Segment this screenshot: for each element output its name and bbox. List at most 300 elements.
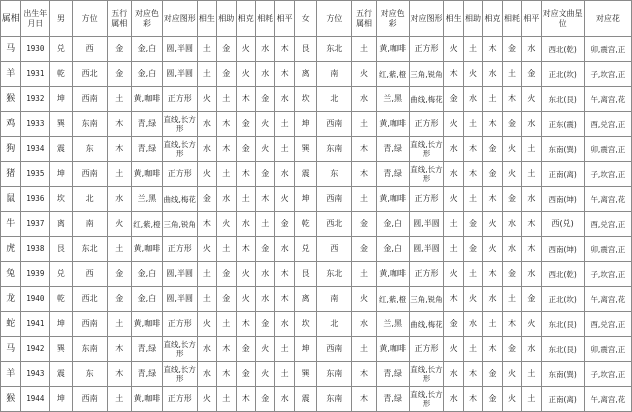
table-cell: 东北(艮) bbox=[541, 312, 584, 337]
table-cell: 黄,咖啡 bbox=[376, 262, 409, 287]
table-cell: 正方形 bbox=[162, 387, 197, 412]
table-cell: 土 bbox=[522, 387, 541, 412]
table-cell: 正方形 bbox=[162, 162, 197, 187]
table-cell: 坤 bbox=[294, 187, 317, 212]
table-cell: 兰,黑 bbox=[376, 312, 409, 337]
table-cell: 水 bbox=[197, 137, 216, 162]
table-cell: 金 bbox=[255, 312, 274, 337]
table-cell: 圆,半圆 bbox=[409, 237, 444, 262]
table-cell: 土 bbox=[107, 87, 132, 112]
table-cell: 正北(坎) bbox=[541, 287, 584, 312]
column-header: 相助 bbox=[463, 1, 482, 37]
table-cell: 西南 bbox=[72, 87, 107, 112]
table-cell: 西南(坤) bbox=[541, 187, 584, 212]
year-cell: 1931 bbox=[21, 62, 50, 87]
table-cell: 酉,兑宫,正 bbox=[584, 212, 631, 237]
table-cell: 卯,震宫,正 bbox=[584, 337, 631, 362]
year-cell: 1935 bbox=[21, 162, 50, 187]
table-cell: 火 bbox=[255, 337, 274, 362]
table-cell: 水 bbox=[255, 62, 274, 87]
table-cell: 金 bbox=[463, 212, 482, 237]
table-cell: 金 bbox=[255, 387, 274, 412]
zodiac-cell: 鸡 bbox=[1, 112, 21, 137]
table-cell: 坤 bbox=[50, 312, 73, 337]
table-cell: 土 bbox=[217, 237, 236, 262]
table-cell: 火 bbox=[107, 212, 132, 237]
zodiac-cell: 牛 bbox=[1, 212, 21, 237]
table-cell: 坎 bbox=[50, 187, 73, 212]
table-cell: 东北(艮) bbox=[541, 337, 584, 362]
table-cell: 水 bbox=[352, 312, 377, 337]
table-cell: 土 bbox=[522, 362, 541, 387]
table-cell: 金,白 bbox=[132, 262, 163, 287]
table-cell: 木 bbox=[107, 137, 132, 162]
table-cell: 正南(离) bbox=[541, 162, 584, 187]
year-cell: 1930 bbox=[21, 37, 50, 62]
table-cell: 震 bbox=[50, 362, 73, 387]
table-cell: 西北 bbox=[72, 287, 107, 312]
table-cell: 火 bbox=[463, 287, 482, 312]
table-cell: 土 bbox=[463, 262, 482, 287]
table-cell: 木 bbox=[352, 362, 377, 387]
table-cell: 土 bbox=[522, 137, 541, 162]
table-cell: 东北 bbox=[72, 237, 107, 262]
table-cell: 金,白 bbox=[376, 237, 409, 262]
table-cell: 土 bbox=[217, 312, 236, 337]
table-cell: 青,绿 bbox=[132, 337, 163, 362]
table-cell: 土 bbox=[463, 37, 482, 62]
table-cell: 土 bbox=[197, 62, 216, 87]
table-cell: 曲线,梅花 bbox=[409, 87, 444, 112]
table-cell: 直线,长方形 bbox=[409, 387, 444, 412]
table-cell: 东南 bbox=[72, 337, 107, 362]
table-cell: 圆,半圆 bbox=[162, 287, 197, 312]
table-cell: 金 bbox=[217, 37, 236, 62]
table-cell: 土 bbox=[502, 62, 521, 87]
table-cell: 土 bbox=[463, 337, 482, 362]
year-cell: 1936 bbox=[21, 187, 50, 212]
table-cell: 坤 bbox=[50, 387, 73, 412]
column-header: 相耗 bbox=[502, 1, 521, 37]
table-cell: 水 bbox=[107, 187, 132, 212]
column-header: 对应文曲星位 bbox=[541, 1, 584, 37]
table-cell: 青,绿 bbox=[376, 362, 409, 387]
table-cell: 木 bbox=[352, 387, 377, 412]
table-cell: 金 bbox=[444, 87, 463, 112]
table-cell: 正东(震) bbox=[541, 112, 584, 137]
table-cell: 水 bbox=[352, 87, 377, 112]
table-cell: 直线,长方形 bbox=[162, 337, 197, 362]
table-cell: 直线,长方形 bbox=[162, 362, 197, 387]
table-cell: 木 bbox=[463, 137, 482, 162]
table-cell: 东南 bbox=[317, 362, 352, 387]
table-cell: 火 bbox=[522, 87, 541, 112]
table-cell: 三角,锐角 bbox=[409, 287, 444, 312]
table-cell: 坎 bbox=[294, 312, 317, 337]
table-cell: 火 bbox=[352, 62, 377, 87]
table-cell: 子,坎宫,正 bbox=[584, 162, 631, 187]
table-cell: 东北 bbox=[317, 37, 352, 62]
column-header: 方位 bbox=[72, 1, 107, 37]
table-cell: 金 bbox=[107, 262, 132, 287]
table-cell: 水 bbox=[275, 312, 294, 337]
zodiac-cell: 虎 bbox=[1, 237, 21, 262]
table-row bbox=[1, 187, 632, 212]
column-header: 五行属相 bbox=[352, 1, 377, 37]
table-cell: 土 bbox=[217, 387, 236, 412]
table-cell: 金 bbox=[217, 62, 236, 87]
table-cell: 东 bbox=[72, 137, 107, 162]
table-cell: 土 bbox=[217, 162, 236, 187]
table-cell: 火 bbox=[502, 362, 521, 387]
table-cell: 兰,黑 bbox=[132, 187, 163, 212]
table-cell: 金 bbox=[483, 162, 502, 187]
zodiac-cell: 马 bbox=[1, 37, 21, 62]
table-cell: 子,坎宫,正 bbox=[584, 62, 631, 87]
table-cell: 红,紫,橙 bbox=[376, 287, 409, 312]
year-cell: 1942 bbox=[21, 337, 50, 362]
table-cell: 火 bbox=[236, 37, 255, 62]
year-cell: 1932 bbox=[21, 87, 50, 112]
table-cell: 东南(巽) bbox=[541, 137, 584, 162]
table-cell: 水 bbox=[444, 387, 463, 412]
table-cell: 正方形 bbox=[409, 112, 444, 137]
table-cell: 水 bbox=[444, 137, 463, 162]
table-cell: 西 bbox=[317, 237, 352, 262]
column-header: 相平 bbox=[275, 1, 294, 37]
table-cell: 坤 bbox=[294, 112, 317, 137]
table-cell: 木 bbox=[236, 387, 255, 412]
column-header: 对应色彩 bbox=[132, 1, 163, 37]
table-cell: 土 bbox=[217, 87, 236, 112]
table-cell: 水 bbox=[275, 162, 294, 187]
column-header: 相克 bbox=[483, 1, 502, 37]
table-cell: 木 bbox=[483, 337, 502, 362]
table-cell: 金 bbox=[197, 187, 216, 212]
table-cell: 火 bbox=[275, 187, 294, 212]
table-cell: 巽 bbox=[294, 137, 317, 162]
table-cell: 火 bbox=[483, 212, 502, 237]
table-header-row bbox=[1, 1, 632, 37]
table-cell: 正方形 bbox=[162, 237, 197, 262]
table-cell: 金 bbox=[107, 287, 132, 312]
zodiac-cell: 蛇 bbox=[1, 312, 21, 337]
table-cell: 曲线,梅花 bbox=[162, 187, 197, 212]
table-cell: 土 bbox=[444, 237, 463, 262]
table-cell: 直线,长方形 bbox=[162, 112, 197, 137]
table-cell: 西南 bbox=[72, 162, 107, 187]
table-cell: 水 bbox=[197, 362, 216, 387]
zodiac-cell: 羊 bbox=[1, 62, 21, 87]
table-cell: 午,离宫,花 bbox=[584, 187, 631, 212]
column-header: 对应图形 bbox=[409, 1, 444, 37]
column-header: 相平 bbox=[522, 1, 541, 37]
table-cell: 东南(巽) bbox=[541, 362, 584, 387]
table-cell: 火 bbox=[444, 337, 463, 362]
table-cell: 圆,半圆 bbox=[409, 212, 444, 237]
table-cell: 水 bbox=[444, 362, 463, 387]
table-cell: 正方形 bbox=[409, 187, 444, 212]
table-row bbox=[1, 337, 632, 362]
table-cell: 西南(坤) bbox=[541, 237, 584, 262]
table-cell: 水 bbox=[522, 337, 541, 362]
table-cell: 水 bbox=[197, 112, 216, 137]
table-cell: 坤 bbox=[50, 87, 73, 112]
table-cell: 土 bbox=[483, 87, 502, 112]
table-cell: 圆,半圆 bbox=[162, 37, 197, 62]
column-header: 方位 bbox=[317, 1, 352, 37]
column-header: 五行属相 bbox=[107, 1, 132, 37]
table-cell: 火 bbox=[502, 387, 521, 412]
table-cell: 木 bbox=[236, 312, 255, 337]
table-cell: 西 bbox=[72, 262, 107, 287]
table-row bbox=[1, 112, 632, 137]
table-cell: 土 bbox=[275, 112, 294, 137]
column-header: 相耗 bbox=[255, 1, 274, 37]
table-cell: 子,坎宫,正 bbox=[584, 262, 631, 287]
table-cell: 水 bbox=[255, 287, 274, 312]
table-row bbox=[1, 62, 632, 87]
table-cell: 西南 bbox=[72, 387, 107, 412]
table-cell: 木 bbox=[197, 212, 216, 237]
table-cell: 金 bbox=[522, 287, 541, 312]
table-cell: 水 bbox=[502, 212, 521, 237]
table-cell: 金 bbox=[463, 237, 482, 262]
table-cell: 木 bbox=[352, 137, 377, 162]
table-cell: 火 bbox=[483, 237, 502, 262]
table-cell: 火 bbox=[255, 112, 274, 137]
table-cell: 午,离宫,花 bbox=[584, 87, 631, 112]
table-cell: 土 bbox=[255, 212, 274, 237]
table-cell: 金 bbox=[236, 337, 255, 362]
table-cell: 土 bbox=[107, 162, 132, 187]
table-cell: 土 bbox=[463, 187, 482, 212]
year-cell: 1944 bbox=[21, 387, 50, 412]
table-cell: 北 bbox=[72, 187, 107, 212]
table-cell: 巽 bbox=[50, 337, 73, 362]
table-cell: 直线,长方形 bbox=[409, 162, 444, 187]
table-cell: 土 bbox=[197, 262, 216, 287]
table-cell: 东 bbox=[317, 162, 352, 187]
table-cell: 水 bbox=[522, 112, 541, 137]
table-cell: 东南 bbox=[72, 112, 107, 137]
table-cell: 火 bbox=[502, 137, 521, 162]
zodiac-cell: 鼠 bbox=[1, 187, 21, 212]
table-cell: 木 bbox=[463, 387, 482, 412]
table-cell: 木 bbox=[275, 37, 294, 62]
table-cell: 木 bbox=[483, 37, 502, 62]
table-cell: 火 bbox=[236, 287, 255, 312]
table-cell: 金,白 bbox=[376, 212, 409, 237]
table-cell: 火 bbox=[255, 362, 274, 387]
table-cell: 水 bbox=[522, 37, 541, 62]
table-cell: 木 bbox=[107, 362, 132, 387]
year-cell: 1937 bbox=[21, 212, 50, 237]
zodiac-cell: 猴 bbox=[1, 87, 21, 112]
table-cell: 东北 bbox=[317, 262, 352, 287]
column-header: 女 bbox=[294, 1, 317, 37]
table-cell: 卯,震宫,正 bbox=[584, 237, 631, 262]
table-cell: 火 bbox=[197, 387, 216, 412]
table-cell: 木 bbox=[255, 187, 274, 212]
table-cell: 东南 bbox=[317, 387, 352, 412]
table-cell: 土 bbox=[352, 112, 377, 137]
table-cell: 土 bbox=[107, 387, 132, 412]
table-cell: 木 bbox=[483, 112, 502, 137]
table-cell: 土 bbox=[444, 212, 463, 237]
year-cell: 1939 bbox=[21, 262, 50, 287]
table-cell: 木 bbox=[275, 287, 294, 312]
table-cell: 火 bbox=[444, 112, 463, 137]
column-header: 出生年月日 bbox=[21, 1, 50, 37]
table-cell: 黄,咖啡 bbox=[376, 112, 409, 137]
table-cell: 正方形 bbox=[409, 37, 444, 62]
table-cell: 木 bbox=[236, 162, 255, 187]
column-header: 对应色彩 bbox=[376, 1, 409, 37]
table-cell: 土 bbox=[197, 37, 216, 62]
column-header: 相生 bbox=[444, 1, 463, 37]
table-cell: 艮 bbox=[294, 37, 317, 62]
column-header: 相克 bbox=[236, 1, 255, 37]
table-cell: 土 bbox=[107, 237, 132, 262]
table-cell: 水 bbox=[236, 212, 255, 237]
table-cell: 火 bbox=[352, 287, 377, 312]
table-cell: 土 bbox=[107, 312, 132, 337]
table-cell: 曲线,梅花 bbox=[409, 312, 444, 337]
table-cell: 三角,锐角 bbox=[162, 212, 197, 237]
table-cell: 火 bbox=[444, 187, 463, 212]
zodiac-cell: 龙 bbox=[1, 287, 21, 312]
table-cell: 卯,震宫,正 bbox=[584, 137, 631, 162]
table-row bbox=[1, 212, 632, 237]
table-cell: 直线,长方形 bbox=[162, 137, 197, 162]
table-cell: 火 bbox=[236, 62, 255, 87]
table-cell: 卯,震宫,正 bbox=[584, 37, 631, 62]
table-cell: 水 bbox=[483, 287, 502, 312]
table-cell: 北 bbox=[317, 87, 352, 112]
table-cell: 土 bbox=[236, 187, 255, 212]
table-cell: 离 bbox=[294, 62, 317, 87]
table-cell: 水 bbox=[255, 262, 274, 287]
table-cell: 金 bbox=[217, 262, 236, 287]
table-cell: 西(兑) bbox=[541, 212, 584, 237]
zodiac-cell: 狗 bbox=[1, 137, 21, 162]
table-cell: 木 bbox=[236, 87, 255, 112]
year-cell: 1933 bbox=[21, 112, 50, 137]
table-cell: 木 bbox=[444, 62, 463, 87]
table-cell: 子,坎宫,正 bbox=[584, 362, 631, 387]
table-cell: 金 bbox=[255, 162, 274, 187]
table-cell: 土 bbox=[352, 337, 377, 362]
table-cell: 木 bbox=[483, 262, 502, 287]
table-cell: 正方形 bbox=[409, 262, 444, 287]
table-cell: 金,白 bbox=[132, 287, 163, 312]
table-cell: 水 bbox=[275, 237, 294, 262]
table-cell: 金 bbox=[483, 137, 502, 162]
table-cell: 水 bbox=[255, 37, 274, 62]
table-cell: 水 bbox=[522, 262, 541, 287]
zodiac-cell: 兔 bbox=[1, 262, 21, 287]
table-cell: 土 bbox=[522, 162, 541, 187]
table-cell: 艮 bbox=[294, 262, 317, 287]
table-cell: 金 bbox=[502, 112, 521, 137]
table-cell: 兰,黑 bbox=[376, 87, 409, 112]
table-cell: 震 bbox=[50, 137, 73, 162]
table-cell: 乾 bbox=[50, 62, 73, 87]
table-cell: 木 bbox=[463, 362, 482, 387]
table-cell: 离 bbox=[50, 212, 73, 237]
table-cell: 东北(艮) bbox=[541, 87, 584, 112]
year-cell: 1938 bbox=[21, 237, 50, 262]
table-cell: 午,离宫,花 bbox=[584, 387, 631, 412]
table-cell: 土 bbox=[275, 362, 294, 387]
table-cell: 金 bbox=[352, 237, 377, 262]
table-cell: 金 bbox=[502, 262, 521, 287]
table-row bbox=[1, 237, 632, 262]
table-cell: 青,绿 bbox=[132, 112, 163, 137]
table-cell: 火 bbox=[502, 162, 521, 187]
column-header: 男 bbox=[50, 1, 73, 37]
table-cell: 木 bbox=[236, 237, 255, 262]
table-cell: 水 bbox=[483, 62, 502, 87]
table-cell: 南 bbox=[72, 212, 107, 237]
table-cell: 艮 bbox=[50, 237, 73, 262]
table-cell: 金 bbox=[483, 362, 502, 387]
table-cell: 青,绿 bbox=[132, 362, 163, 387]
table-cell: 黄,咖啡 bbox=[376, 187, 409, 212]
table-cell: 西北 bbox=[317, 212, 352, 237]
table-cell: 坎 bbox=[294, 87, 317, 112]
table-cell: 青,绿 bbox=[376, 162, 409, 187]
table-cell: 土 bbox=[275, 137, 294, 162]
table-cell: 黄,咖啡 bbox=[132, 87, 163, 112]
table-cell: 木 bbox=[522, 237, 541, 262]
column-header: 相助 bbox=[217, 1, 236, 37]
table-cell: 木 bbox=[502, 312, 521, 337]
table-cell: 土 bbox=[275, 337, 294, 362]
table-cell: 土 bbox=[352, 262, 377, 287]
table-cell: 金,白 bbox=[132, 62, 163, 87]
table-cell: 坤 bbox=[294, 337, 317, 362]
table-cell: 西南 bbox=[72, 312, 107, 337]
table-cell: 木 bbox=[522, 212, 541, 237]
table-cell: 南 bbox=[317, 287, 352, 312]
table-cell: 土 bbox=[483, 312, 502, 337]
table-cell: 金 bbox=[217, 287, 236, 312]
column-header: 属相 bbox=[1, 1, 21, 37]
table-cell: 黄,咖啡 bbox=[132, 162, 163, 187]
table-cell: 木 bbox=[275, 62, 294, 87]
table-cell: 土 bbox=[197, 287, 216, 312]
table-cell: 水 bbox=[217, 187, 236, 212]
table-cell: 火 bbox=[522, 312, 541, 337]
table-cell: 西北(乾) bbox=[541, 262, 584, 287]
table-row bbox=[1, 37, 632, 62]
year-cell: 1940 bbox=[21, 287, 50, 312]
table-cell: 巽 bbox=[50, 112, 73, 137]
table-cell: 兑 bbox=[50, 262, 73, 287]
table-cell: 木 bbox=[483, 187, 502, 212]
table-cell: 正北(坎) bbox=[541, 62, 584, 87]
table-cell: 火 bbox=[197, 237, 216, 262]
table-row bbox=[1, 87, 632, 112]
table-cell: 南 bbox=[317, 62, 352, 87]
table-cell: 金 bbox=[236, 112, 255, 137]
table-cell: 坤 bbox=[50, 162, 73, 187]
table-cell: 火 bbox=[255, 137, 274, 162]
table-cell: 圆,半圆 bbox=[162, 62, 197, 87]
table-row bbox=[1, 162, 632, 187]
